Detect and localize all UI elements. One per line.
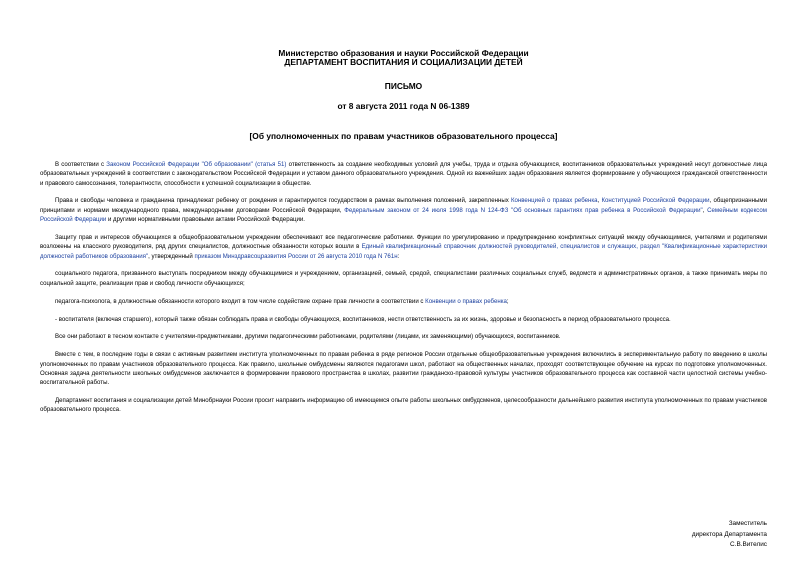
link-child-convention[interactable]: Конвенцией о правах ребенка — [510, 197, 598, 205]
paragraph: Права и свободы человека и гражданина принадлежат ребенку от рождения и гарантируются государством в рамках выполнения положений, закрепленных Конвенцией о правах ребенка, Конституцией Российской Федерации, общепризнанными принципами и нормами международного права, международными договорами Российской Федерации, Федеральным законом от 24 июля 1998 года N 124-ФЗ "Об основных гарантиях прав ребенка в Российской Федерации", Семейным кодексом Российской Федерации и другими нормативными правовыми актами Российской Федерации. — [40, 197, 767, 224]
link-order-761[interactable]: приказом Минздравсоцразвития России от 26 августа 2010 года N 761н — [194, 252, 398, 260]
document-type: ПИСЬМО — [384, 81, 423, 91]
paragraph: - воспитателя (включая старшего), который также обязан соблюдать права и свободы обучающихся, воспитанников, нести ответственность за их жизнь, здоровье и безопасность в период образовательного процесса. — [55, 315, 671, 323]
paragraph: Защиту прав и интересов обучающихся в общеобразовательном учреждении обеспечивают все педагогические работники. Функции по урегулированию и предупреждению конфликтных ситуаций между обучающимися, учителями и родителями возложены на классного руководителя, ряд других специалистов, должностные обязанности которых вошли в Единый квалификационный справочник должностей руководителей, специалистов и служащих, раздел "Квалификационные характеристики должностей работников образования", утвержденный приказом Минздравсоцразвития России от 26 августа 2010 года N 761н: — [40, 233, 768, 260]
link-constitution[interactable]: Конституцией Российской Федерации — [601, 197, 710, 205]
link-child-convention-2[interactable]: Конвенции о правах ребенка — [425, 297, 507, 305]
document-date-number: от 8 августа 2011 года N 06-1389 — [337, 101, 470, 111]
ministry-name: Министерство образования и науки Российской Федерации — [278, 48, 529, 58]
link-law-education[interactable]: Законом Российской Федерации "Об образовании" — [106, 161, 253, 168]
paragraph: Вместе с тем, в последние годы в связи с активным развитием института уполномоченных по правам ребенка в ряде регионов России отдельные общеобразовательные учреждения включились в экспериментальную работу по введению в школы уполномоченных по правам участников образовательного процесса. Как правило, школьные омбудсмены являются педагогами школ, работают на общественных началах, проходят соответствующее обучение на курсах по подготовке уполномоченных. Основная задача деятельности школьных омбудсменов заключается в формировании правового пространства в школах, развитии гражданско-правовой культуры участников образовательного процесса как составной части целостной системы учебно-воспитательной работы. — [40, 351, 767, 387]
signature-block — [692, 519, 767, 551]
paragraph: Департамент воспитания и социализации детей Минобрнауки России просит направить информацию об имеющемся опыте работы школьных омбудсменов, целесообразности дальнейшего развития института уполномоченных по правам участников образовательного процесса. — [40, 397, 767, 414]
signature-position: директора Департамента — [691, 530, 767, 538]
paragraph: педагога-психолога, в должностные обязанности которого входит в том числе содействие охране прав личности в соответствии с Конвенции о правах ребенка; — [55, 297, 509, 305]
document-subject: [Об уполномоченных по правам участников образовательного процесса] — [249, 131, 558, 141]
document-body — [40, 160, 767, 423]
paragraph: социального педагога, призванного выступать посредником между обучающимися и учреждением, организацией, семьей, средой, специалистами различных социальных служб, ведомств и административных органов, а также принимать меры по социальной защите, реализации прав и свобод личности обучающихся; — [40, 270, 767, 287]
signature-name: С.В.Вителис — [730, 541, 767, 548]
link-article-51[interactable]: (статья 51) — [255, 161, 287, 168]
department-name: ДЕПАРТАМЕНТ ВОСПИТАНИЯ И СОЦИАЛИЗАЦИИ ДЕТЕЙ — [284, 57, 523, 67]
link-unified-qualification-reference[interactable]: Единый квалификационный справочник должностей руководителей, специалистов и служащих, раздел "Квалификационные характеристики должностей работников образования" — [40, 243, 768, 260]
link-federal-law-124[interactable]: Федеральным законом от 24 июля 1998 года N 124-ФЗ "Об основных гарантиях прав ребенка в Российской Федерации" — [344, 206, 703, 214]
paragraph: В соответствии с Законом Российской Федерации "Об образовании" (статья 51) ответственность за создание необходимых условий для учебы, труда и отдыха обучающихся, воспитанников образовательных учреждений несут должностные лица образовательных учреждений в соответствии с законодательством Российской Федерации и уставом данного образовательного учреждения. Одной из важнейших задач образования является формирование у обучающихся гражданской ответственности и правового самосознания, толерантности, способности к успешной социализации в обществе. — [40, 161, 767, 187]
paragraph: Все они работают в тесном контакте с учителями-предметниками, другими педагогическими работниками, родителями (лицами, их заменяющими) обучающихся, воспитанников. — [55, 333, 561, 341]
signature-title: Заместитель — [728, 520, 767, 527]
link-family-code[interactable]: Семейным кодексом Российской Федерации — [40, 206, 767, 224]
